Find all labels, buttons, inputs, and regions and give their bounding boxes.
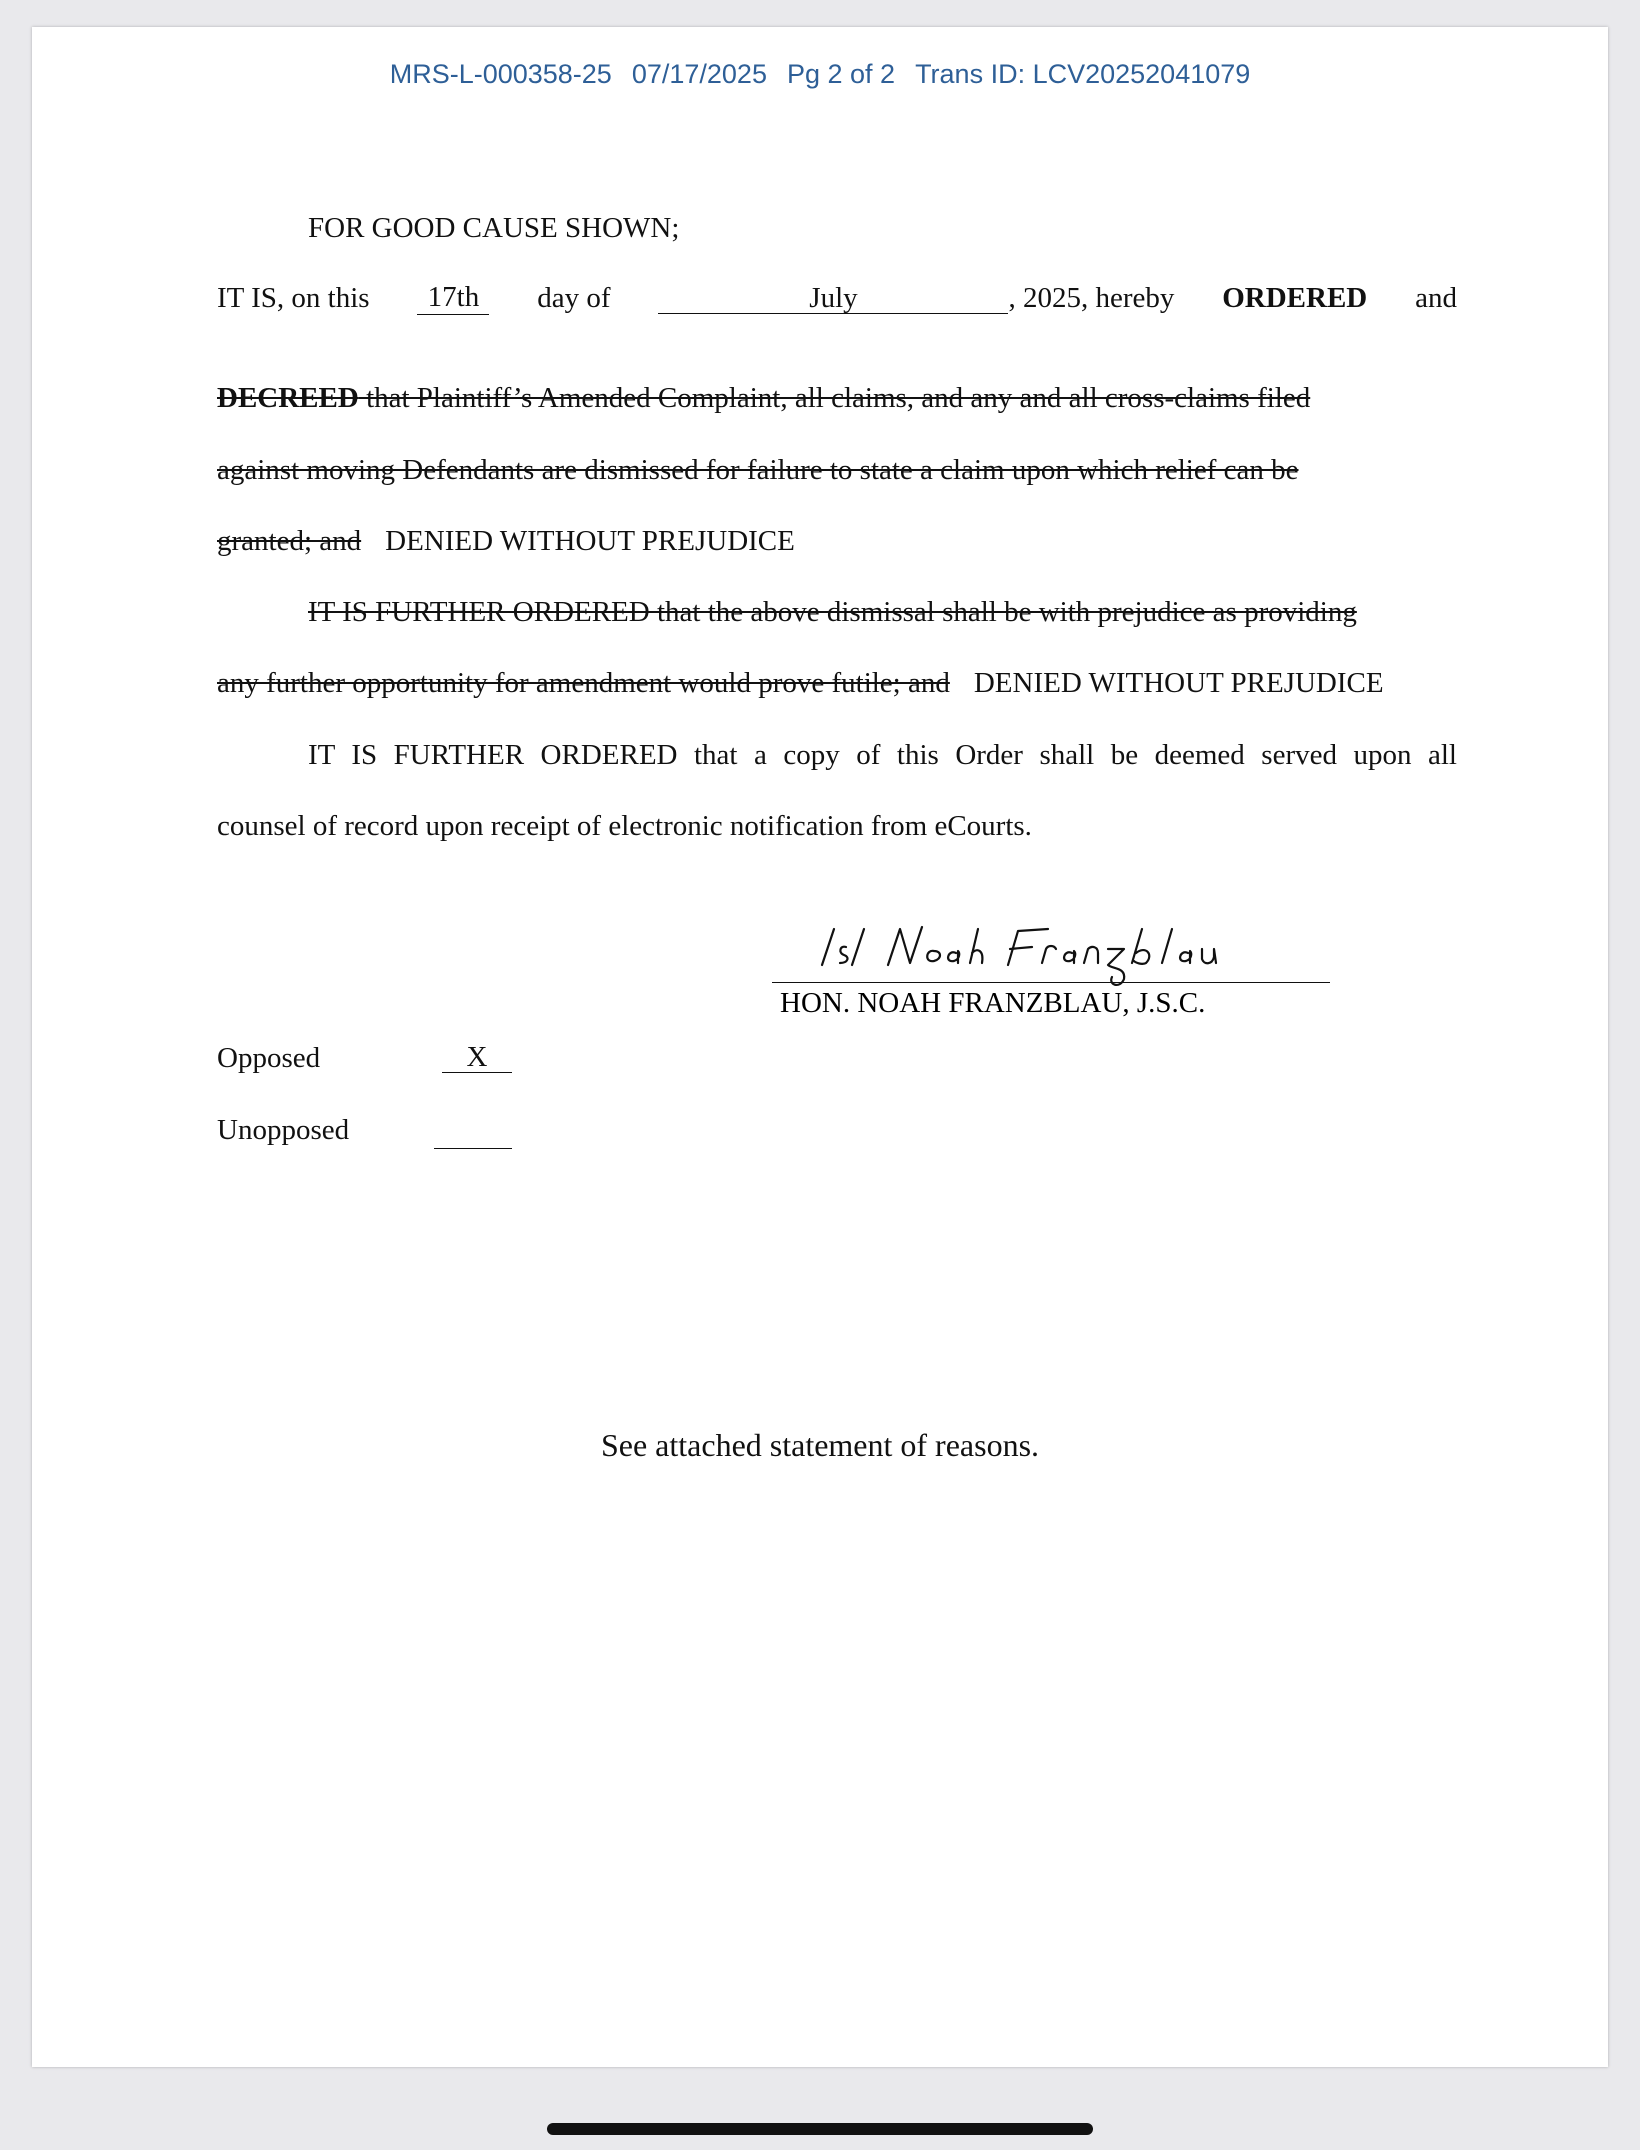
para1-end-line	[217, 525, 1457, 558]
judge-name: HON. NOAH FRANZBLAU, J.S.C.	[780, 987, 1206, 1019]
opposed-label: Opposed	[217, 1042, 321, 1074]
filing-date: 07/17/2025	[631, 59, 767, 89]
para2-end-line	[217, 667, 1457, 700]
denied-text-2: DENIED WITHOUT PREJUDICE	[973, 667, 1384, 699]
unopposed-row	[217, 1114, 349, 1147]
service-line-1: IT IS FURTHER ORDERED that a copy of this Order shall be deemed served upon all	[308, 739, 1457, 771]
struck-text-5: any further opportunity for amendment would prove futile; and	[217, 667, 950, 699]
it-is-text: IT IS, on this	[217, 282, 370, 314]
transaction-id: Trans ID: LCV20252041079	[915, 59, 1251, 89]
ordered-text: ORDERED	[1222, 282, 1368, 314]
and-text: and	[1415, 282, 1457, 314]
day-blank: 17th	[417, 282, 489, 315]
order-date-line	[217, 282, 1457, 315]
struck-line-4: IT IS FURTHER ORDERED that the above dismissal shall be with prejudice as providing	[308, 596, 1357, 628]
struck-line-2: against moving Defendants are dismissed for failure to state a claim upon which relief can be	[217, 454, 1299, 486]
document-page	[32, 27, 1608, 2067]
month-blank: July	[658, 283, 1008, 314]
denied-text-1: DENIED WITHOUT PREJUDICE	[385, 525, 795, 557]
statement-of-reasons-note: See attached statement of reasons.	[600, 1427, 1040, 1463]
good-cause-line: FOR GOOD CAUSE SHOWN;	[308, 212, 680, 244]
struck-line-1	[217, 382, 1457, 415]
opposed-row	[217, 1041, 488, 1075]
opposed-mark: X	[442, 1042, 512, 1073]
struck-text-1: that Plaintiff’s Amended Complaint, all claims, and any and all cross-claims filed	[358, 382, 1311, 414]
signature-image	[812, 907, 1272, 987]
unopposed-mark	[434, 1114, 512, 1149]
signature-line	[772, 982, 1330, 983]
unopposed-label: Unopposed	[217, 1114, 350, 1146]
year-text: , 2025, hereby	[1008, 282, 1175, 314]
month-and-year	[658, 282, 1174, 315]
home-indicator-bar[interactable]	[547, 2123, 1093, 2135]
struck-text-3: granted; and	[217, 525, 362, 557]
page-indicator: Pg 2 of 2	[786, 59, 896, 89]
day-of-text: day of	[537, 282, 611, 314]
service-line-2: counsel of record upon receipt of electronic notification from eCourts.	[217, 810, 1032, 842]
docket-number: MRS-L-000358-25	[389, 59, 612, 89]
decreed-text: DECREED	[217, 382, 359, 414]
